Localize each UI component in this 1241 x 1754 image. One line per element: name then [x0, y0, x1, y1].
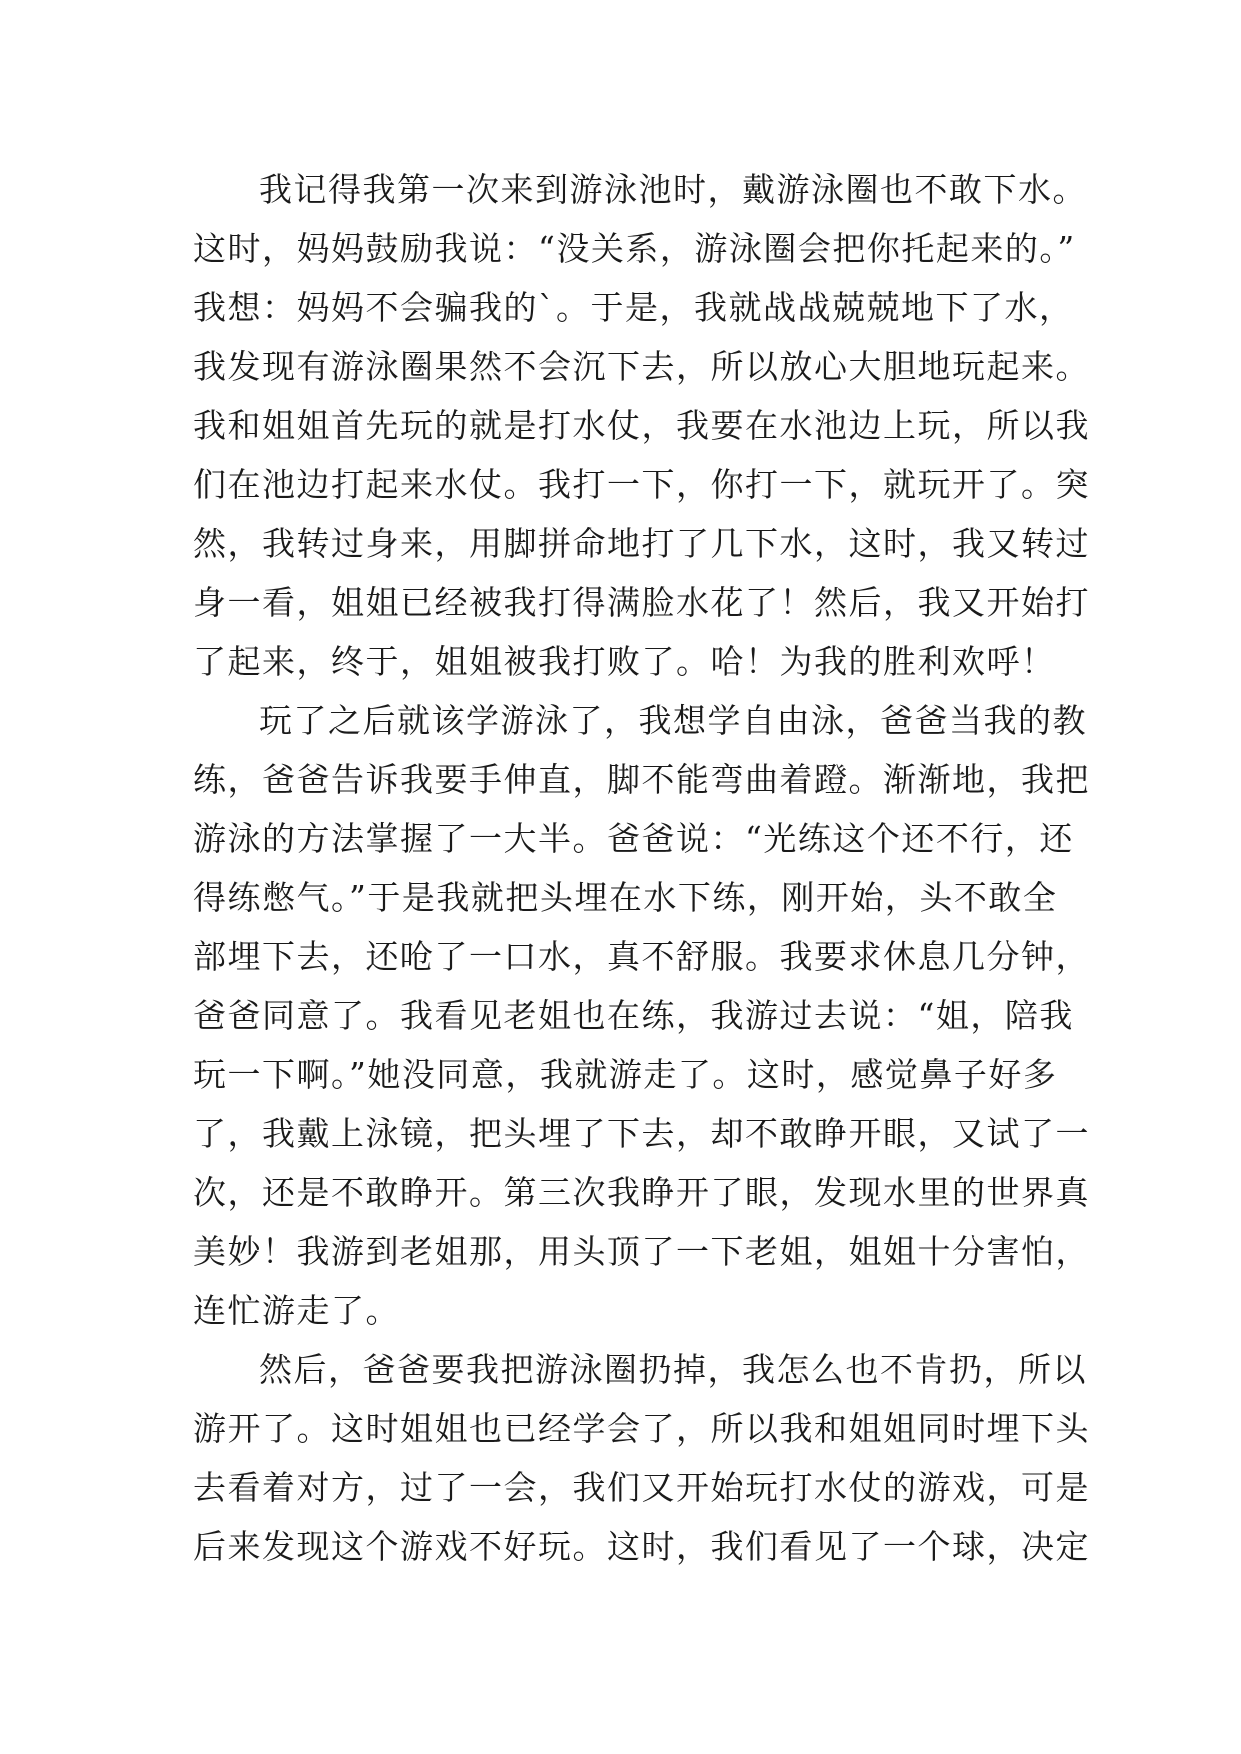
text-line: 我和姐姐首先玩的就是打水仗，我要在水池边上玩，所以我: [193, 406, 1090, 445]
text-line: 我记得我第一次来到游泳池时，戴游泳圈也不敢下水。: [259, 170, 1087, 209]
text-line: 后来发现这个游戏不好玩。这时，我们看见了一个球，决定: [193, 1527, 1090, 1566]
text-line: 了起来，终于，姐姐被我打败了。哈！为我的胜利欢呼！: [193, 642, 1056, 681]
text-line: 了，我戴上泳镜，把头埋了下去，却不敢睁开眼，又试了一: [193, 1114, 1090, 1153]
paragraph-3: [193, 1340, 1090, 1576]
text-line: 得练憋气。”于是我就把头埋在水下练，刚开始，头不敢全: [193, 878, 1058, 917]
text-line: 游开了。这时姐姐也已经学会了，所以我和姐姐同时埋下头: [193, 1409, 1090, 1448]
text-line: 这时，妈妈鼓励我说：“没关系，游泳圈会把你托起来的。”: [193, 229, 1076, 268]
text-line: 我发现有游泳圈果然不会沉下去，所以放心大胆地玩起来。: [193, 347, 1090, 386]
text-line: 我想：妈妈不会骗我的`。于是，我就战战兢兢地下了水，: [193, 288, 1074, 327]
text-line: 去看着对方，过了一会，我们又开始玩打水仗的游戏，可是: [193, 1468, 1090, 1507]
text-line: 游泳的方法掌握了一大半。爸爸说：“光练这个还不行，还: [193, 819, 1074, 858]
text-line: 次，还是不敢睁开。第三次我睁开了眼，发现水里的世界真: [193, 1173, 1090, 1212]
body-text: [193, 160, 1090, 1576]
text-line: 然后，爸爸要我把游泳圈扔掉，我怎么也不肯扔，所以: [259, 1350, 1087, 1389]
text-line: 练，爸爸告诉我要手伸直，脚不能弯曲着蹬。渐渐地，我把: [193, 760, 1090, 799]
text-line: 爸爸同意了。我看见老姐也在练，我游过去说：“姐，陪我: [193, 996, 1074, 1035]
text-line: 身一看，姐姐已经被我打得满脸水花了！然后，我又开始打: [193, 583, 1090, 622]
paragraph-2: [193, 691, 1090, 1340]
text-line: 然，我转过身来，用脚拼命地打了几下水，这时，我又转过: [193, 524, 1090, 563]
text-line: 部埋下去，还呛了一口水，真不舒服。我要求休息几分钟，: [193, 937, 1090, 976]
text-line: 玩了之后就该学游泳了，我想学自由泳，爸爸当我的教: [259, 701, 1087, 740]
text-line: 连忙游走了。: [193, 1291, 400, 1330]
text-line: 们在池边打起来水仗。我打一下，你打一下，就玩开了。突: [193, 465, 1090, 504]
text-line: 美妙！我游到老姐那，用头顶了一下老姐，姐姐十分害怕，: [193, 1232, 1090, 1271]
paragraph-1: [193, 160, 1090, 691]
text-line: 玩一下啊。”她没同意，我就游走了。这时，感觉鼻子好多: [193, 1055, 1058, 1094]
